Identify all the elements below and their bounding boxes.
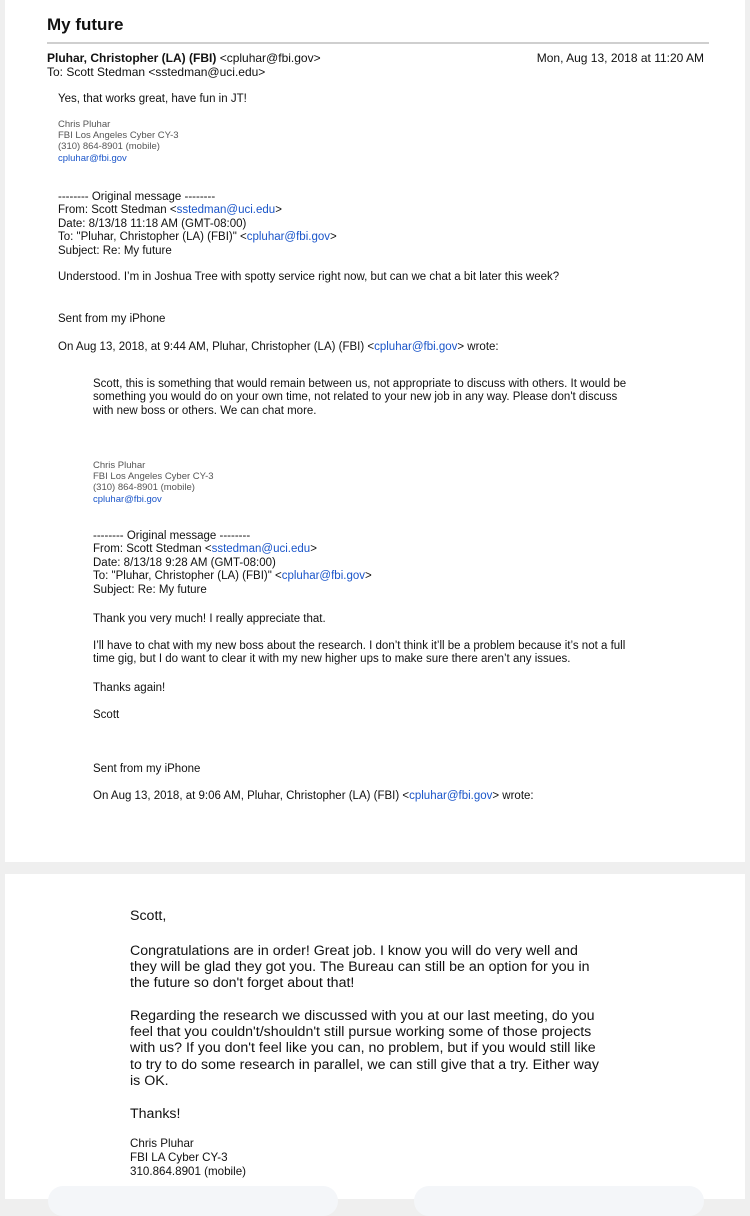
recipient-line: To: Scott Stedman <sstedman@uci.edu> (47, 65, 266, 79)
original-to: To: "Pluhar, Christopher (LA) (FBI)" <cpluhar@fbi.gov> (93, 570, 372, 583)
bottom-toolbar-pill-left[interactable] (48, 1186, 338, 1216)
paragraph-line: they will be glad they got you. The Bureau can still be an option for you in (130, 959, 590, 976)
subject-divider (47, 42, 709, 44)
bottom-toolbar-pill-right[interactable] (414, 1186, 704, 1216)
signature-unit: FBI LA Cyber CY-3 (130, 1151, 228, 1165)
signature-email-link[interactable]: cpluhar@fbi.gov (58, 152, 127, 164)
sender-name: Pluhar, Christopher (LA) (FBI) (47, 51, 217, 65)
page2-signature (130, 1137, 246, 1180)
thanks-again: Thanks again! (93, 682, 166, 694)
thanks-line: Thanks! (130, 1106, 181, 1122)
email-subject: My future (47, 15, 124, 34)
original-subject: Subject: Re: My future (58, 244, 172, 257)
body-line: time gig, but I do want to clear it with my new higher ups to make sure there aren’t any issues. (93, 653, 571, 666)
paragraph-line: Regarding the research we discussed with you at our last meeting, do you (130, 1008, 595, 1024)
wrote-line: On Aug 13, 2018, at 9:44 AM, Pluhar, Christopher (LA) (FBI) <cpluhar@fbi.gov> wrote: (58, 341, 499, 353)
paragraph-line: is OK. (130, 1072, 169, 1089)
signature-name: Chris Pluhar (130, 1137, 194, 1150)
paragraph-research (130, 1008, 599, 1089)
original-divider: -------- Original message -------- (58, 191, 216, 203)
paragraph-line: to try to do some research in parallel, we can still give that a try. Either way (130, 1056, 599, 1073)
signature-unit: FBI Los Angeles Cyber CY-3 (93, 471, 214, 483)
signoff: Scott (93, 709, 120, 721)
paragraph-line: the future so don't forget about that! (130, 975, 355, 992)
original-from: From: Scott Stedman <sstedman@uci.edu> (93, 543, 317, 556)
paragraph-line: Congratulations are in order! Great job. I know you will do very well and (130, 943, 578, 959)
wrote-line-2: On Aug 13, 2018, at 9:06 AM, Pluhar, Christopher (LA) (FBI) <cpluhar@fbi.gov> wrote: (93, 790, 534, 802)
message-thanks: Thank you very much! I really appreciate that. (93, 613, 326, 625)
original-message-header (58, 191, 337, 258)
paragraph-line: feel that you couldn't/shouldn't still pursue working some of those projects (130, 1024, 592, 1041)
email-page-2 (5, 874, 745, 1199)
wrote-email-link[interactable]: cpluhar@fbi.gov (409, 790, 493, 802)
quoted-line: with new boss or others. We can chat more. (93, 404, 317, 417)
body-line: I’ll have to chat with my new boss about the research. I don’t think it’ll be a problem because it’s not a full (93, 640, 626, 652)
quoted-line: something you would do on your own time, not related to your new job in any way. Please don't discuss (93, 391, 618, 404)
signature-phone: 310.864.8901 (mobile) (130, 1165, 247, 1179)
reply-text: Yes, that works great, have fun in JT! (58, 93, 247, 105)
original-from: From: Scott Stedman <sstedman@uci.edu> (58, 204, 282, 217)
to-email-link[interactable]: cpluhar@fbi.gov (281, 570, 365, 583)
signature-unit: FBI Los Angeles Cyber CY-3 (58, 130, 179, 142)
quoted-signature-block (93, 460, 214, 505)
signature-block (58, 119, 179, 164)
sender-line (47, 51, 321, 65)
original-date: Date: 8/13/18 9:28 AM (GMT-08:00) (93, 556, 276, 569)
sent-from-line: Sent from my iPhone (58, 313, 166, 325)
paragraph-line: with us? If you don't feel like you can, no problem, but if you would still like (130, 1040, 596, 1057)
quoted-message (93, 378, 626, 418)
greeting: Scott, (130, 908, 167, 924)
message-body: Understood. I’m in Joshua Tree with spotty service right now, but can we chat a bit later this week? (58, 271, 560, 283)
signature-name: Chris Pluhar (58, 119, 111, 130)
to-email-link[interactable]: cpluhar@fbi.gov (246, 231, 330, 244)
original-to: To: "Pluhar, Christopher (LA) (FBI)" <cpluhar@fbi.gov> (58, 231, 337, 244)
wrote-email-link[interactable]: cpluhar@fbi.gov (374, 341, 458, 353)
signature-phone: (310) 864-8901 (mobile) (58, 141, 160, 153)
from-email-link[interactable]: sstedman@uci.edu (176, 204, 276, 217)
signature-email-link[interactable]: cpluhar@fbi.gov (93, 493, 162, 505)
original-message-header-2 (93, 530, 372, 597)
original-date: Date: 8/13/18 11:18 AM (GMT-08:00) (58, 217, 247, 230)
signature-name: Chris Pluhar (93, 460, 146, 471)
from-email-link[interactable]: sstedman@uci.edu (211, 543, 311, 556)
sender-email: <cpluhar@fbi.gov> (219, 51, 321, 65)
signature-phone: (310) 864-8901 (mobile) (93, 482, 195, 494)
original-divider: -------- Original message -------- (93, 530, 251, 542)
quoted-line: Scott, this is something that would remain between us, not appropriate to discuss with others. It would be (93, 378, 627, 390)
email-date: Mon, Aug 13, 2018 at 11:20 AM (536, 51, 704, 65)
sent-from-line-2: Sent from my iPhone (93, 763, 201, 775)
message-body-2 (93, 640, 625, 667)
paragraph-congratulations (130, 943, 590, 992)
email-page-1 (5, 0, 745, 862)
original-subject: Subject: Re: My future (93, 583, 207, 596)
